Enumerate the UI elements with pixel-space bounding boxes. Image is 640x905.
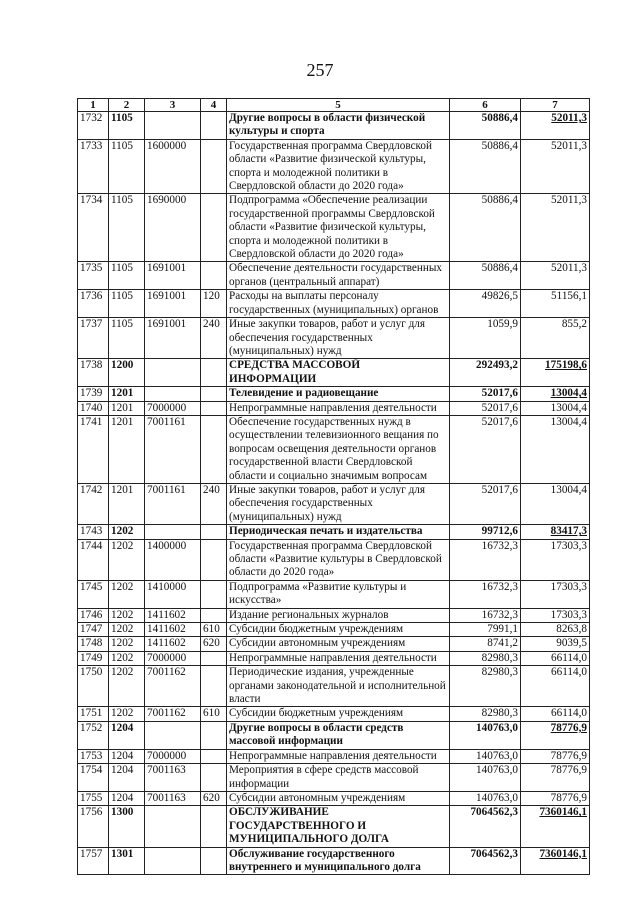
expense-type-code [201,806,227,847]
section-code: 1204 [109,791,145,805]
item-name: Другие вопросы в области средств массовой информации [227,721,450,749]
row-number: 1750 [78,666,109,707]
item-name: СРЕДСТВА МАССОВОЙ ИНФОРМАЦИИ [227,359,450,387]
item-name: Обеспечение государственных нужд в осуществлении телевизионного вещания по вопросам освещения деятельности органов государственной власти Свердловской области и социально значимым вопросам [227,415,450,483]
target-code: 7000000 [145,651,201,665]
table-row [78,262,590,290]
row-number: 1745 [78,580,109,608]
expense-type-code [201,139,227,194]
amount-col6: 49826,5 [450,290,521,318]
table-row [78,415,590,483]
table-row [78,608,590,622]
item-name: Мероприятия в сфере средств массовой информации [227,764,450,792]
amount-col6: 8741,2 [450,637,521,651]
expense-type-code: 620 [201,637,227,651]
table-row [78,666,590,707]
amount-col6: 16732,3 [450,580,521,608]
amount-col6: 292493,2 [450,359,521,387]
target-code [145,847,201,875]
item-name: Другие вопросы в области физической культуры и спорта [227,112,450,140]
table-row [78,721,590,749]
target-code: 1411602 [145,608,201,622]
target-code: 7001163 [145,791,201,805]
amount-col6: 99712,6 [450,525,521,539]
target-code: 1400000 [145,539,201,580]
expense-type-code: 610 [201,623,227,637]
expense-type-code [201,749,227,763]
amount-col6: 82980,3 [450,651,521,665]
table-row [78,139,590,194]
section-code: 1202 [109,651,145,665]
amount-col7: 78776,9 [521,721,590,749]
row-number: 1751 [78,707,109,721]
amount-col7: 8263,8 [521,623,590,637]
amount-col6: 7991,1 [450,623,521,637]
section-code: 1202 [109,539,145,580]
amount-col7: 7360146,1 [521,847,590,875]
budget-table [77,98,590,875]
target-code [145,112,201,140]
item-name: Субсидии автономным учреждениям [227,791,450,805]
amount-col6: 50886,4 [450,262,521,290]
table-row [78,359,590,387]
section-code: 1105 [109,194,145,262]
expense-type-code: 240 [201,318,227,359]
row-number: 1741 [78,415,109,483]
amount-col6: 140763,0 [450,791,521,805]
target-code: 7001161 [145,483,201,524]
expense-type-code [201,401,227,415]
expense-type-code [201,359,227,387]
expense-type-code [201,262,227,290]
expense-type-code [201,847,227,875]
item-name: Подпрограмма «Развитие культуры и искусства» [227,580,450,608]
expense-type-code [201,764,227,792]
section-code: 1202 [109,637,145,651]
row-number: 1737 [78,318,109,359]
expense-type-code [201,608,227,622]
section-code: 1202 [109,623,145,637]
amount-col6: 7064562,3 [450,806,521,847]
section-code: 1105 [109,290,145,318]
target-code [145,806,201,847]
amount-col7: 17303,3 [521,580,590,608]
item-name: ОБСЛУЖИВАНИЕ ГОСУДАРСТВЕННОГО И МУНИЦИПАЛЬНОГО ДОЛГА [227,806,450,847]
target-code: 1691001 [145,262,201,290]
amount-col7: 13004,4 [521,387,590,401]
amount-col7: 855,2 [521,318,590,359]
amount-col7: 52011,3 [521,194,590,262]
amount-col7: 13004,4 [521,483,590,524]
col-header-2: 2 [109,99,145,112]
item-name: Издание региональных журналов [227,608,450,622]
table-row [78,749,590,763]
row-number: 1757 [78,847,109,875]
row-number: 1736 [78,290,109,318]
amount-col7: 66114,0 [521,651,590,665]
amount-col7: 17303,3 [521,539,590,580]
expense-type-code: 610 [201,707,227,721]
table-row [78,194,590,262]
table-row [78,847,590,875]
section-code: 1105 [109,112,145,140]
expense-type-code [201,525,227,539]
amount-col6: 140763,0 [450,764,521,792]
row-number: 1752 [78,721,109,749]
row-number: 1747 [78,623,109,637]
amount-col7: 52011,3 [521,139,590,194]
amount-col6: 16732,3 [450,608,521,622]
item-name: Подпрограмма «Обеспечение реализации государственной программы Свердловской области «Развитие физической культуры, спорта и молодежной политики в Свердловской области до 2020 года» [227,194,450,262]
row-number: 1749 [78,651,109,665]
table-row [78,387,590,401]
expense-type-code: 620 [201,791,227,805]
item-name: Субсидии бюджетным учреждениям [227,707,450,721]
target-code: 1600000 [145,139,201,194]
expense-type-code [201,539,227,580]
table-row [78,637,590,651]
target-code: 1691001 [145,318,201,359]
col-header-3: 3 [145,99,201,112]
section-code: 1202 [109,666,145,707]
item-name: Периодическая печать и издательства [227,525,450,539]
row-number: 1753 [78,749,109,763]
table-row [78,623,590,637]
table-row [78,707,590,721]
row-number: 1756 [78,806,109,847]
amount-col6: 50886,4 [450,139,521,194]
row-number: 1754 [78,764,109,792]
amount-col7: 17303,3 [521,608,590,622]
amount-col7: 13004,4 [521,415,590,483]
expense-type-code [201,387,227,401]
page-number: 257 [306,60,334,80]
amount-col7: 175198,6 [521,359,590,387]
item-name: Расходы на выплаты персоналу государственных (муниципальных) органов [227,290,450,318]
row-number: 1732 [78,112,109,140]
table-body [78,112,590,875]
expense-type-code [201,415,227,483]
table-row [78,483,590,524]
expense-type-code: 240 [201,483,227,524]
target-code: 7000000 [145,749,201,763]
expense-type-code [201,651,227,665]
expense-type-code [201,666,227,707]
section-code: 1202 [109,580,145,608]
target-code [145,525,201,539]
section-code: 1202 [109,707,145,721]
amount-col7: 78776,9 [521,749,590,763]
table-row [78,525,590,539]
section-code: 1201 [109,387,145,401]
item-name: Обеспечение деятельности государственных органов (центральный аппарат) [227,262,450,290]
section-code: 1105 [109,139,145,194]
section-code: 1201 [109,483,145,524]
amount-col6: 16732,3 [450,539,521,580]
amount-col6: 82980,3 [450,666,521,707]
amount-col7: 52011,3 [521,262,590,290]
amount-col6: 1059,9 [450,318,521,359]
amount-col6: 52017,6 [450,401,521,415]
table-row [78,764,590,792]
section-code: 1105 [109,318,145,359]
row-number: 1733 [78,139,109,194]
section-code: 1300 [109,806,145,847]
table-row [78,401,590,415]
table-row [78,318,590,359]
item-name: Непрограммные направления деятельности [227,401,450,415]
item-name: Субсидии бюджетным учреждениям [227,623,450,637]
amount-col6: 50886,4 [450,194,521,262]
row-number: 1738 [78,359,109,387]
amount-col6: 52017,6 [450,415,521,483]
amount-col6: 52017,6 [450,483,521,524]
table-row [78,806,590,847]
expense-type-code [201,580,227,608]
item-name: Непрограммные направления деятельности [227,651,450,665]
section-code: 1201 [109,401,145,415]
row-number: 1744 [78,539,109,580]
target-code [145,359,201,387]
amount-col7: 13004,4 [521,401,590,415]
target-code [145,721,201,749]
col-header-5: 5 [227,99,450,112]
target-code: 7001162 [145,707,201,721]
row-number: 1746 [78,608,109,622]
amount-col7: 83417,3 [521,525,590,539]
target-code: 1690000 [145,194,201,262]
amount-col6: 50886,4 [450,112,521,140]
target-code: 1410000 [145,580,201,608]
table-row [78,112,590,140]
item-name: Субсидии автономным учреждениям [227,637,450,651]
amount-col6: 7064562,3 [450,847,521,875]
section-code: 1105 [109,262,145,290]
row-number: 1735 [78,262,109,290]
amount-col7: 7360146,1 [521,806,590,847]
col-header-7: 7 [521,99,590,112]
table-row [78,290,590,318]
target-code: 1691001 [145,290,201,318]
section-code: 1204 [109,764,145,792]
amount-col7: 9039,5 [521,637,590,651]
target-code: 1411602 [145,637,201,651]
item-name: Обслуживание государственного внутреннего и муниципального долга [227,847,450,875]
row-number: 1755 [78,791,109,805]
item-name: Периодические издания, учрежденные органами законодательной и исполнительной власти [227,666,450,707]
row-number: 1742 [78,483,109,524]
amount-col7: 52011,3 [521,112,590,140]
amount-col7: 78776,9 [521,764,590,792]
table-row [78,539,590,580]
item-name: Государственная программа Свердловской области «Развитие физической культуры, спорта и молодежной политики в Свердловской области до 2020 года» [227,139,450,194]
row-number: 1740 [78,401,109,415]
target-code: 7000000 [145,401,201,415]
amount-col6: 82980,3 [450,707,521,721]
item-name: Иные закупки товаров, работ и услуг для обеспечения государственных (муниципальных) нужд [227,318,450,359]
row-number: 1748 [78,637,109,651]
target-code: 7001163 [145,764,201,792]
col-header-6: 6 [450,99,521,112]
amount-col6: 52017,6 [450,387,521,401]
amount-col7: 66114,0 [521,666,590,707]
col-header-1: 1 [78,99,109,112]
row-number: 1734 [78,194,109,262]
row-number: 1739 [78,387,109,401]
table-row [78,580,590,608]
table-row [78,651,590,665]
expense-type-code [201,721,227,749]
section-code: 1202 [109,608,145,622]
expense-type-code: 120 [201,290,227,318]
expense-type-code [201,112,227,140]
table-row [78,791,590,805]
target-code: 1411602 [145,623,201,637]
expense-type-code [201,194,227,262]
target-code [145,387,201,401]
section-code: 1204 [109,721,145,749]
item-name: Телевидение и радиовещание [227,387,450,401]
item-name: Иные закупки товаров, работ и услуг для обеспечения государственных (муниципальных) нужд [227,483,450,524]
amount-col7: 78776,9 [521,791,590,805]
item-name: Непрограммные направления деятельности [227,749,450,763]
amount-col7: 51156,1 [521,290,590,318]
section-code: 1200 [109,359,145,387]
amount-col7: 66114,0 [521,707,590,721]
row-number: 1743 [78,525,109,539]
amount-col6: 140763,0 [450,721,521,749]
target-code: 7001162 [145,666,201,707]
amount-col6: 140763,0 [450,749,521,763]
section-code: 1301 [109,847,145,875]
section-code: 1202 [109,525,145,539]
item-name: Государственная программа Свердловской области «Развитие культуры в Свердловской области до 2020 года» [227,539,450,580]
target-code: 7001161 [145,415,201,483]
section-code: 1204 [109,749,145,763]
col-header-4: 4 [201,99,227,112]
header-row [78,99,590,112]
section-code: 1201 [109,415,145,483]
